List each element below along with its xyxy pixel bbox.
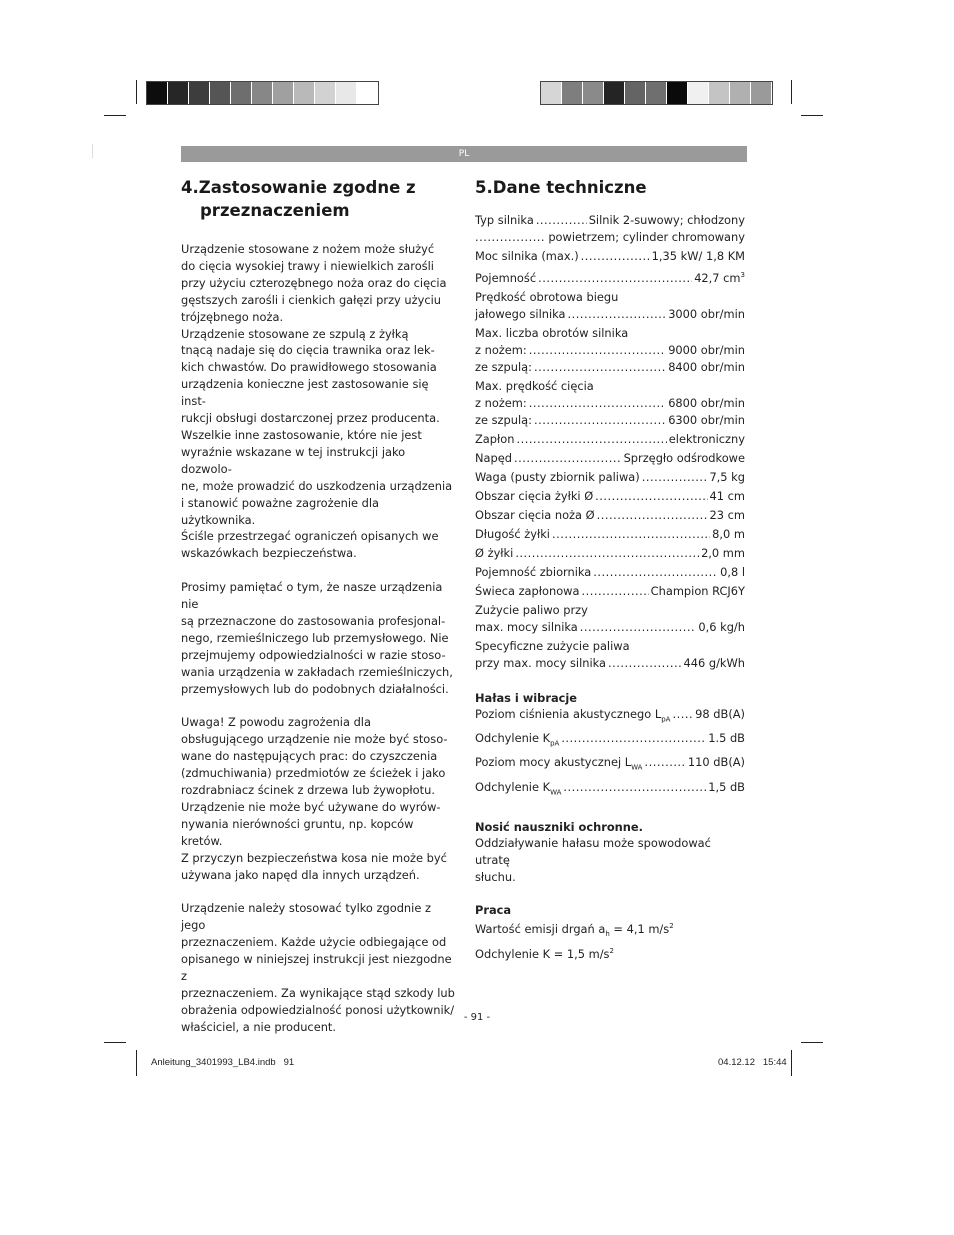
spec-row-maxrpm-knife: z nożem: ..... 9000 obr/min	[475, 342, 745, 359]
spec-row-lpa: Poziom ciśnienia akustycznego $L_{pA}$ ..... 98 dB(A)	[475, 706, 745, 728]
section-intended-use	[181, 176, 456, 1052]
spec-row-cut-line: Obszar cięcia żyłki Ø ..... 41 cm	[475, 488, 745, 505]
spec-row-maxrpm-label: Max. liczba obrotów silnika	[475, 325, 629, 340]
vibration-value: Wartość emisji drgań $a_h = 4,1$ $m/s^2$	[475, 921, 674, 938]
spec-row-sfc-label: Specyficzne zużycie paliwa	[475, 638, 630, 653]
color-patch	[667, 82, 688, 104]
ear-protection-text: Oddziaływanie hałasu może spowodować utratę słuchu.	[475, 835, 711, 884]
crop-mark	[136, 1050, 137, 1076]
color-patch	[147, 82, 168, 104]
color-patch	[562, 82, 583, 104]
color-patch	[168, 82, 189, 104]
footer-timestamp: 04.12.12 15:44	[718, 1057, 787, 1068]
spec-table	[475, 212, 745, 962]
spec-row-idle: jałowego silnika ..... 3000 obr/min	[475, 306, 745, 323]
color-bar-right	[540, 81, 773, 105]
color-patch	[625, 82, 646, 104]
spec-row-cut-knife: Obszar cięcia noża Ø ..... 23 cm	[475, 507, 745, 524]
spec-row-drive: Napęd ..... Sprzęgło odśrodkowe	[475, 450, 745, 467]
paragraph: Prosimy pamiętać o tym, że nasze urządzenia nie są przeznaczone do zastosowania profesjonal- nego, rzemieślniczego lub przemysłowego. Nie przejmujemy odpowiedzialności w razie stoso- wania urządzenia w zakładach rzemieślniczych, przemysłowych lub do podobnych działalności.	[181, 580, 453, 696]
crop-mark	[92, 144, 93, 158]
paragraph: Urządzenie należy stosować tylko zgodnie z jego przeznaczeniem. Każde użycie odbiegające od opisanego w niniejszej instrukcji jest niezgodne z przeznaczeniem. Za wynikające stąd szkody lub obrażenia odpowiedzialność ponosi użytkownik/ właściciel, a nie producent.	[181, 901, 455, 1034]
spec-row-ignition: Zapłon ..... elektroniczny	[475, 431, 745, 448]
heading-line-1: Zastosowanie zgodne z	[198, 178, 416, 197]
work-heading: Praca	[475, 902, 512, 917]
crop-mark	[104, 1042, 126, 1043]
color-patch	[315, 82, 336, 104]
color-patch	[541, 82, 562, 104]
color-bar-left	[146, 81, 379, 105]
section-technical-data	[475, 176, 745, 962]
vibration-deviation: Odchylenie K = 1,5 $m/s^2$	[475, 946, 614, 961]
spec-row-engine-type: Typ silnika ..... Silnik 2-suwowy; chłodzony	[475, 212, 745, 229]
crop-mark	[801, 115, 823, 116]
spec-row-engine-type-cont: ..... powietrzem; cylinder chromowany	[475, 229, 745, 246]
spec-row-power: Moc silnika (max.) ..... 1,35 kW/ 1,8 KM	[475, 248, 745, 265]
color-patch	[709, 82, 730, 104]
spec-row-cutspeed-knife: z nożem: ..... 6800 obr/min	[475, 395, 745, 412]
color-patch	[604, 82, 625, 104]
crop-mark	[791, 80, 792, 104]
heading-number: 4.	[181, 178, 199, 197]
spec-row-kpa: Odchylenie $K_{pA}$ ..... 1.5 dB	[475, 730, 745, 752]
color-patch	[646, 82, 667, 104]
noise-heading: Hałas i wibracje	[475, 690, 578, 705]
page-number: - 91 -	[463, 1012, 491, 1023]
color-patch	[252, 82, 273, 104]
color-patch	[751, 82, 772, 104]
spec-row-fuel-label: Zużycie paliwo przy	[475, 602, 588, 617]
heading-number: 5.	[475, 178, 493, 197]
color-patch	[189, 82, 210, 104]
spec-row-line-diameter: Ø żyłki ..... 2,0 mm	[475, 545, 745, 562]
color-patch	[231, 82, 252, 104]
spec-row-weight: Waga (pusty zbiornik paliwa) ..... 7,5 kg	[475, 469, 745, 486]
color-patch	[210, 82, 231, 104]
spec-row-maxrpm-spool: ze szpulą: ..... 8400 obr/min	[475, 359, 745, 376]
language-band: PL	[181, 146, 747, 162]
section-heading	[181, 176, 456, 222]
color-patch	[273, 82, 294, 104]
heading-text: Dane techniczne	[492, 178, 647, 197]
spec-row-cutspeed-label: Max. prędkość cięcia	[475, 378, 594, 393]
ear-protection-heading: Nosić nauszniki ochronne.	[475, 819, 643, 834]
heading-line-2: przeznaczeniem	[200, 201, 350, 220]
color-patch	[336, 82, 357, 104]
spec-row-cutspeed-spool: ze szpulą: ..... 6300 obr/min	[475, 412, 745, 429]
spec-row-idle-label: Prędkość obrotowa biegu	[475, 289, 619, 304]
paragraph: Uwaga! Z powodu zagrożenia dla obsługującego urządzenie nie może być stoso- wane do następujących prac: do czyszczenia (zdmuchiwania) przedmiotów ze ścieżek i jako rozdrabniacz ścinek z drzewa lub żywopłotu. Urządzenie nie może być używane do wyrów- nywania nierówności gruntu, np. kopców kretów. Z przyczyn bezpieczeństwa kosa nie może być używana jako napęd dla innych urządzeń.	[181, 715, 448, 882]
spec-row-spark-plug: Świeca zapłonowa ..... Champion RCJ6Y	[475, 583, 745, 600]
spec-row-sfc: przy max. mocy silnika ..... 446 g/kWh	[475, 655, 745, 672]
spec-row-fuel: max. mocy silnika ..... 0,6 kg/h	[475, 619, 745, 636]
spec-row-tank: Pojemność zbiornika ..... 0,8 l	[475, 564, 745, 581]
spec-row-kwa: Odchylenie $K_{WA}$ ..... 1,5 dB	[475, 779, 745, 801]
color-patch	[688, 82, 709, 104]
spec-row-capacity: Pojemność ..... 42,7 $cm^3$	[475, 267, 745, 287]
crop-mark	[791, 1050, 792, 1076]
spec-row-line-length: Długość żyłki ..... 8,0 m	[475, 526, 745, 543]
footer-file: Anleitung_3401993_LB4.indb 91	[151, 1057, 295, 1068]
paragraph: Urządzenie stosowane z nożem może służyć do cięcia wysokiej trawy i niewielkich zarośli przy użyciu czterozębnego noża oraz do cięcia gęstszych zarośli i cienkich gałęzi przy użyciu trójzębnego noża. Urządzenie stosowane ze szpulą z żyłką tnącą nadaje się do cięcia trawnika oraz lek- kich chwastów. Do prawidłowego stosowania urządzenia konieczne jest zastosowanie się inst- rukcji obsługi dostarczonej przez producenta. Wszelkie inne zastosowanie, które nie jest wyraźnie wskazane w tej instrukcji jako dozwolo- ne, może prowadzić do uszkodzenia urządzenia i stanowić poważne zagrożenie dla użytkownika. Ściśle przestrzegać ograniczeń opisanych we wskazówkach bezpieczeństwa.	[181, 242, 453, 561]
section-heading	[475, 176, 745, 199]
crop-mark	[136, 80, 137, 104]
color-patch	[357, 82, 378, 104]
color-patch	[583, 82, 604, 104]
crop-mark	[801, 1042, 823, 1043]
color-patch	[730, 82, 751, 104]
crop-mark	[104, 115, 126, 116]
color-patch	[294, 82, 315, 104]
spec-row-lwa: Poziom mocy akustycznej $L_{WA}$ ..... 110 dB(A)	[475, 754, 745, 776]
